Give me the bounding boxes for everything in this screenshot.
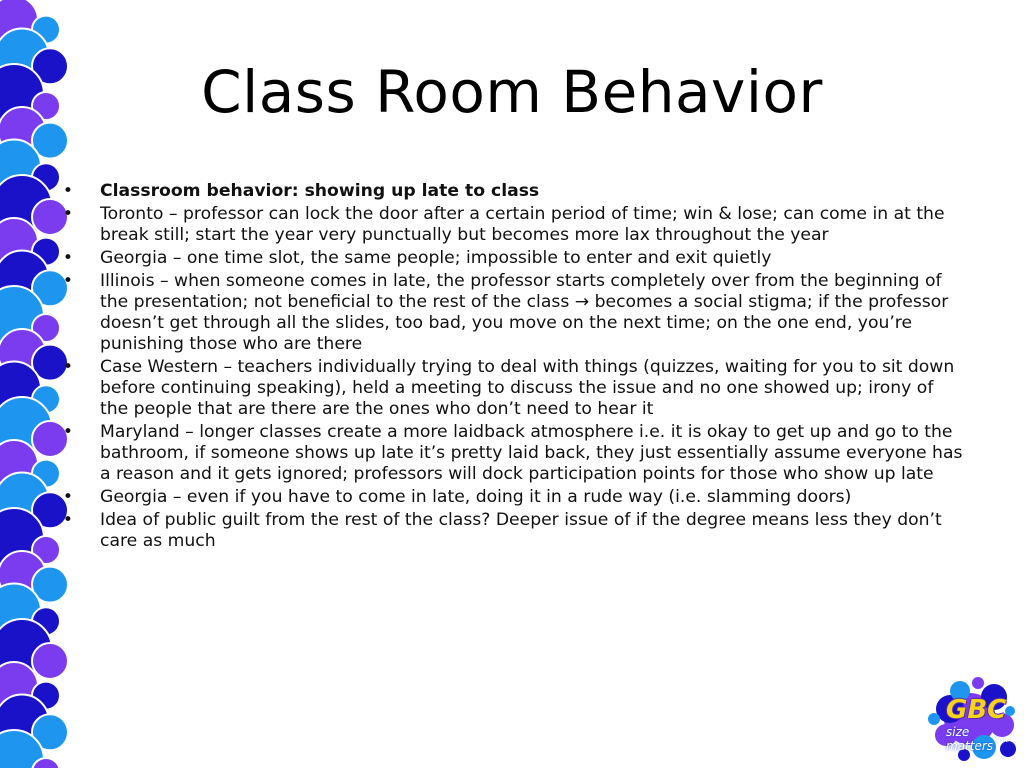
bullet-marker: • <box>62 248 74 268</box>
bullet-item-2 <box>58 204 963 246</box>
slide-title: Class Room Behavior <box>201 58 823 126</box>
bullet-marker: • <box>62 422 74 442</box>
bullet-marker: • <box>62 181 74 201</box>
decor-circle <box>32 643 68 679</box>
bullet-item-6 <box>58 422 963 485</box>
bullet-marker: • <box>62 357 74 377</box>
bullet-text: Classroom behavior: showing up late to class <box>100 181 540 201</box>
bullet-text: Idea of public guilt from the rest of the class? Deeper issue of if the degree means less they don’t care as much <box>100 510 942 551</box>
bullet-text: Georgia – even if you have to come in late, doing it in a rude way (i.e. slamming doors) <box>100 487 852 507</box>
bullet-marker: • <box>62 271 74 291</box>
bullet-text: Case Western – teachers individually trying to deal with things (quizzes, waiting for you to sit down before continuing speaking), held a meeting to discuss the issue and no one showed up; irony of the people that are there are the ones who don’t need to hear it <box>100 357 955 419</box>
bullet-item-8 <box>58 510 963 552</box>
bullet-text: Toronto – professor can lock the door after a certain period of time; win & lose; can come in at the break still; start the year very punctually but becomes more lax throughout the year <box>100 204 945 245</box>
bullet-item-7 <box>58 487 963 508</box>
bullet-text: Maryland – longer classes create a more laidback atmosphere i.e. it is okay to get up and go to the bathroom, if someone shows up late it’s pretty laid back, they just essentially assume everyone has a reason and it gets ignored; professors will dock participation points for those who show up late <box>100 422 963 484</box>
bullet-text: Georgia – one time slot, the same people; impossible to enter and exit quietly <box>100 248 772 268</box>
logo-tagline: size matters <box>946 725 994 753</box>
bullet-marker: • <box>62 204 74 224</box>
bullet-text: Illinois – when someone comes in late, the professor starts completely over from the beginning of the presentation; not beneficial to the rest of the class → becomes a social stigma; if the professor doesn’t get through all the slides, too bad, you move on the next time; on the one end, you’re punishing those who are there <box>100 271 949 354</box>
bullet-item-5 <box>58 357 963 420</box>
gbc-logo <box>924 675 1016 763</box>
bullet-marker: • <box>62 510 74 530</box>
logo-wordmark: GBC <box>946 695 1007 725</box>
bullet-item-3 <box>58 248 963 269</box>
bullet-item-4 <box>58 271 963 355</box>
bullet-marker: • <box>62 487 74 507</box>
bullet-list <box>58 181 963 554</box>
bullet-item-1 <box>58 181 963 202</box>
logo-year: 2012 <box>994 737 1010 744</box>
